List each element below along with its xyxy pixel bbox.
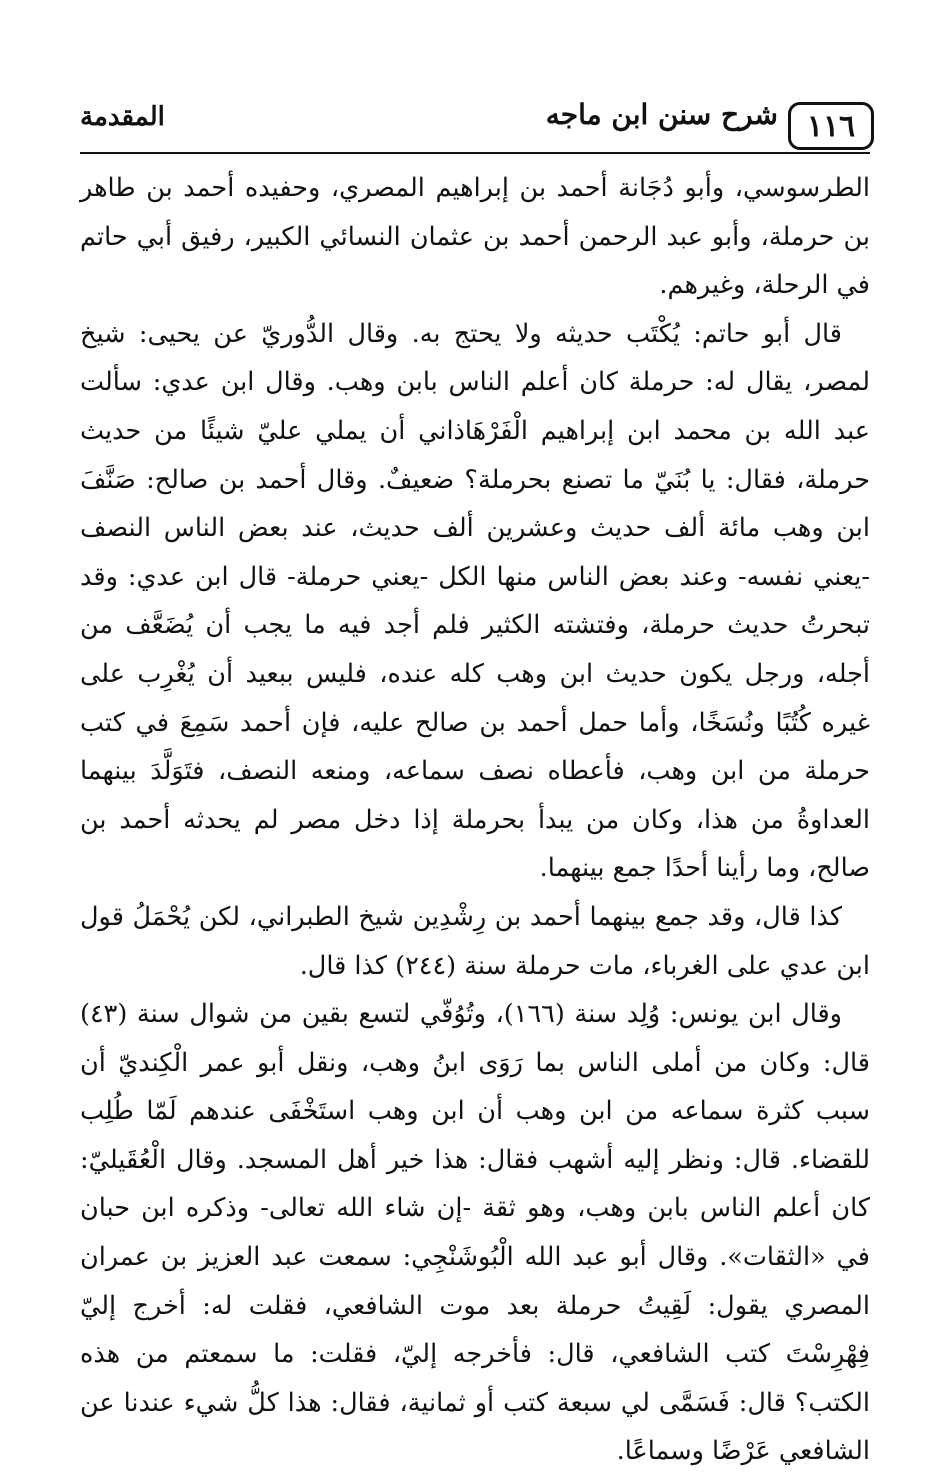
page-number: ١١٦: [788, 102, 874, 150]
book-title: شرح سنن ابن ماجه: [545, 98, 778, 131]
paragraph: كذا قال، وقد جمع بينهما أحمد بن رِشْدِين شيخ الطبراني، لكن يُحْمَلُ قول ابن عدي على الغرباء، مات حرملة سنة (٢٤٤) كذا قال.: [80, 901, 870, 981]
page: [80, 90, 870, 1476]
paragraph: وقال ابن يونس: وُلِد سنة (١٦٦)، وتُوُفّي لتسع بقين من شوال سنة (٤٣) قال: وكان من أملى الناس بما رَوَى ابنُ وهب، ونقل أبو عمر الْكِنديّ أن سبب كثرة سماعه من ابن وهب أن ابن وهب استَخْفَى عندهم لَمّا طُلِب للقضاء. قال: ونظر إليه أشهب فقال: هذا خير أهل المسجد. وقال الْعُقَيليّ: كان أعلم الناس بابن وهب، وهو ثقة -إن شاء الله تعالى- وذكره ابن حبان في «الثقات». وقال أبو عبد الله الْبُوشَنْجِي: سمعت عبد العزيز بن عمران المصري يقول: لَقِيتُ حرملة بعد موت الشافعي، فقلت له: أخرج إليّ فِهْرِسْتَ كتب الشافعي، قال: فأخرجه إليّ، فقلت: ما سمعتم من هذه الكتب؟ قال: فَسَمَّى لي سبعة كتب أو ثمانية، فقال: هذا كلُّ شيء عندنا عن الشافعي عَرْضًا وسماعًا.: [80, 999, 870, 1467]
paragraph: الطرسوسي، وأبو دُجَانة أحمد بن إبراهيم المصري، وحفيده أحمد بن طاهر بن حرملة، وأبو عبد الرحمن أحمد بن عثمان النسائي الكبير، رفيق أبي حاتم في الرحلة، وغيرهم.: [80, 173, 870, 301]
body-text: [80, 164, 870, 1476]
paragraph: قال أبو حاتم: يُكْتَب حديثه ولا يحتج به. وقال الدُّوريّ عن يحيى: شيخ لمصر، يقال له: حرملة كان أعلم الناس بابن وهب. وقال ابن عدي: سألت عبد الله بن محمد ابن إبراهيم الْفَرْهَاذاني أن يملي عليّ شيئًا من حديث حرملة، فقال: يا بُنَيّ ما تصنع بحرملة؟ ضعيفٌ. وقال أحمد بن صالح: صَنَّفَ ابن وهب مائة ألف حديث وعشرين ألف حديث، عند بعض الناس النصف -يعني نفسه- وعند بعض الناس منها الكل -يعني حرملة- قال ابن عدي: وقد تبحرتُ حديث حرملة، وفتشته الكثير فلم أجد فيه ما يجب أن يُضَعَّف من أجله، ورجل يكون حديث ابن وهب كله عنده، فليس ببعيد أن يُغْرِب على غيره كُتُبًا ونُسَخًا، وأما حمل أحمد بن صالح عليه، فإن أحمد سَمِعَ في كتب حرملة من ابن وهب، فأعطاه نصف سماعه، ومنعه النصف، فتَوَلَّدَ بينهما العداوةُ من هذا، وكان من يبدأ بحرملة إذا دخل مصر لم يحدثه أحمد بن صالح، وما رأينا أحدًا جمع بينهما.: [80, 318, 870, 884]
section-title: المقدمة: [80, 102, 165, 132]
page-header: [80, 90, 870, 154]
